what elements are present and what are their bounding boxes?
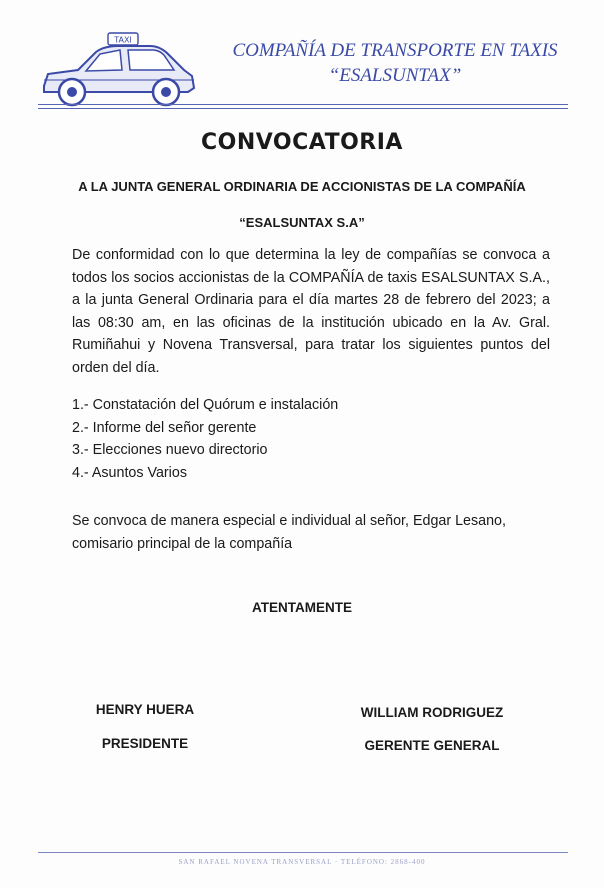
- document-subtitle: A LA JUNTA GENERAL ORDINARIA DE ACCIONISTAS DE LA COMPAÑÍA: [78, 179, 526, 194]
- company-name: [205, 38, 585, 88]
- header-divider: [38, 104, 568, 105]
- footer-address: SAN RAFAEL NOVENA TRANSVERSAL · TELÉFONO: 2868-400: [178, 858, 426, 866]
- header-divider-second: [38, 108, 568, 109]
- letterhead: [0, 0, 604, 115]
- agenda-item: 1.- Constatación del Quórum e instalación: [72, 397, 339, 413]
- convocation-paragraph: De conformidad con lo que determina la ley de compañías se convoca a todos los socios accionistas de la COMPAÑÍA de taxis ESALSUNTAX S.A., a la junta General Ordinaria para el día martes 28 de febrero del 2023; a las 08:30 am, en las oficinas de la institución ubicado en la Av. Gral. Rumiñahui y Novena Transversal, para tratar los siguientes puntos del orden del día.: [72, 247, 550, 376]
- agenda-item: 3.- Elecciones nuevo directorio: [72, 442, 268, 459]
- agenda-list: [72, 394, 542, 484]
- taxi-logo-icon: [38, 30, 198, 110]
- special-convocation-line1: Se convoca de manera especial e individual al señor, Edgar Lesano,: [72, 513, 506, 529]
- document-title: CONVOCATORIA: [201, 130, 403, 155]
- agenda-item: 4.- Asuntos Varios: [72, 464, 187, 481]
- signatory-left-name: HENRY HUERA: [95, 702, 195, 717]
- agenda-item: 2.- Informe del señor gerente: [72, 419, 257, 436]
- signatory-left-role: PRESIDENTE: [101, 736, 189, 751]
- closing-salutation: ATENTAMENTE: [252, 600, 352, 615]
- special-convocation: [72, 510, 542, 555]
- company-legal-name: “ESALSUNTAX S.A”: [239, 215, 365, 230]
- taxi-badge-text: TAXI: [114, 35, 132, 45]
- signatory-right-name: WILLIAM RODRIGUEZ: [360, 705, 504, 720]
- company-name-line2: “ESALSUNTAX”: [328, 65, 462, 86]
- company-name-line1: COMPAÑÍA DE TRANSPORTE EN TAXIS: [232, 40, 558, 61]
- signatory-right-role: GERENTE GENERAL: [364, 738, 500, 753]
- special-convocation-line2: comisario principal de la compañía: [72, 535, 293, 552]
- footer-divider: [38, 852, 568, 853]
